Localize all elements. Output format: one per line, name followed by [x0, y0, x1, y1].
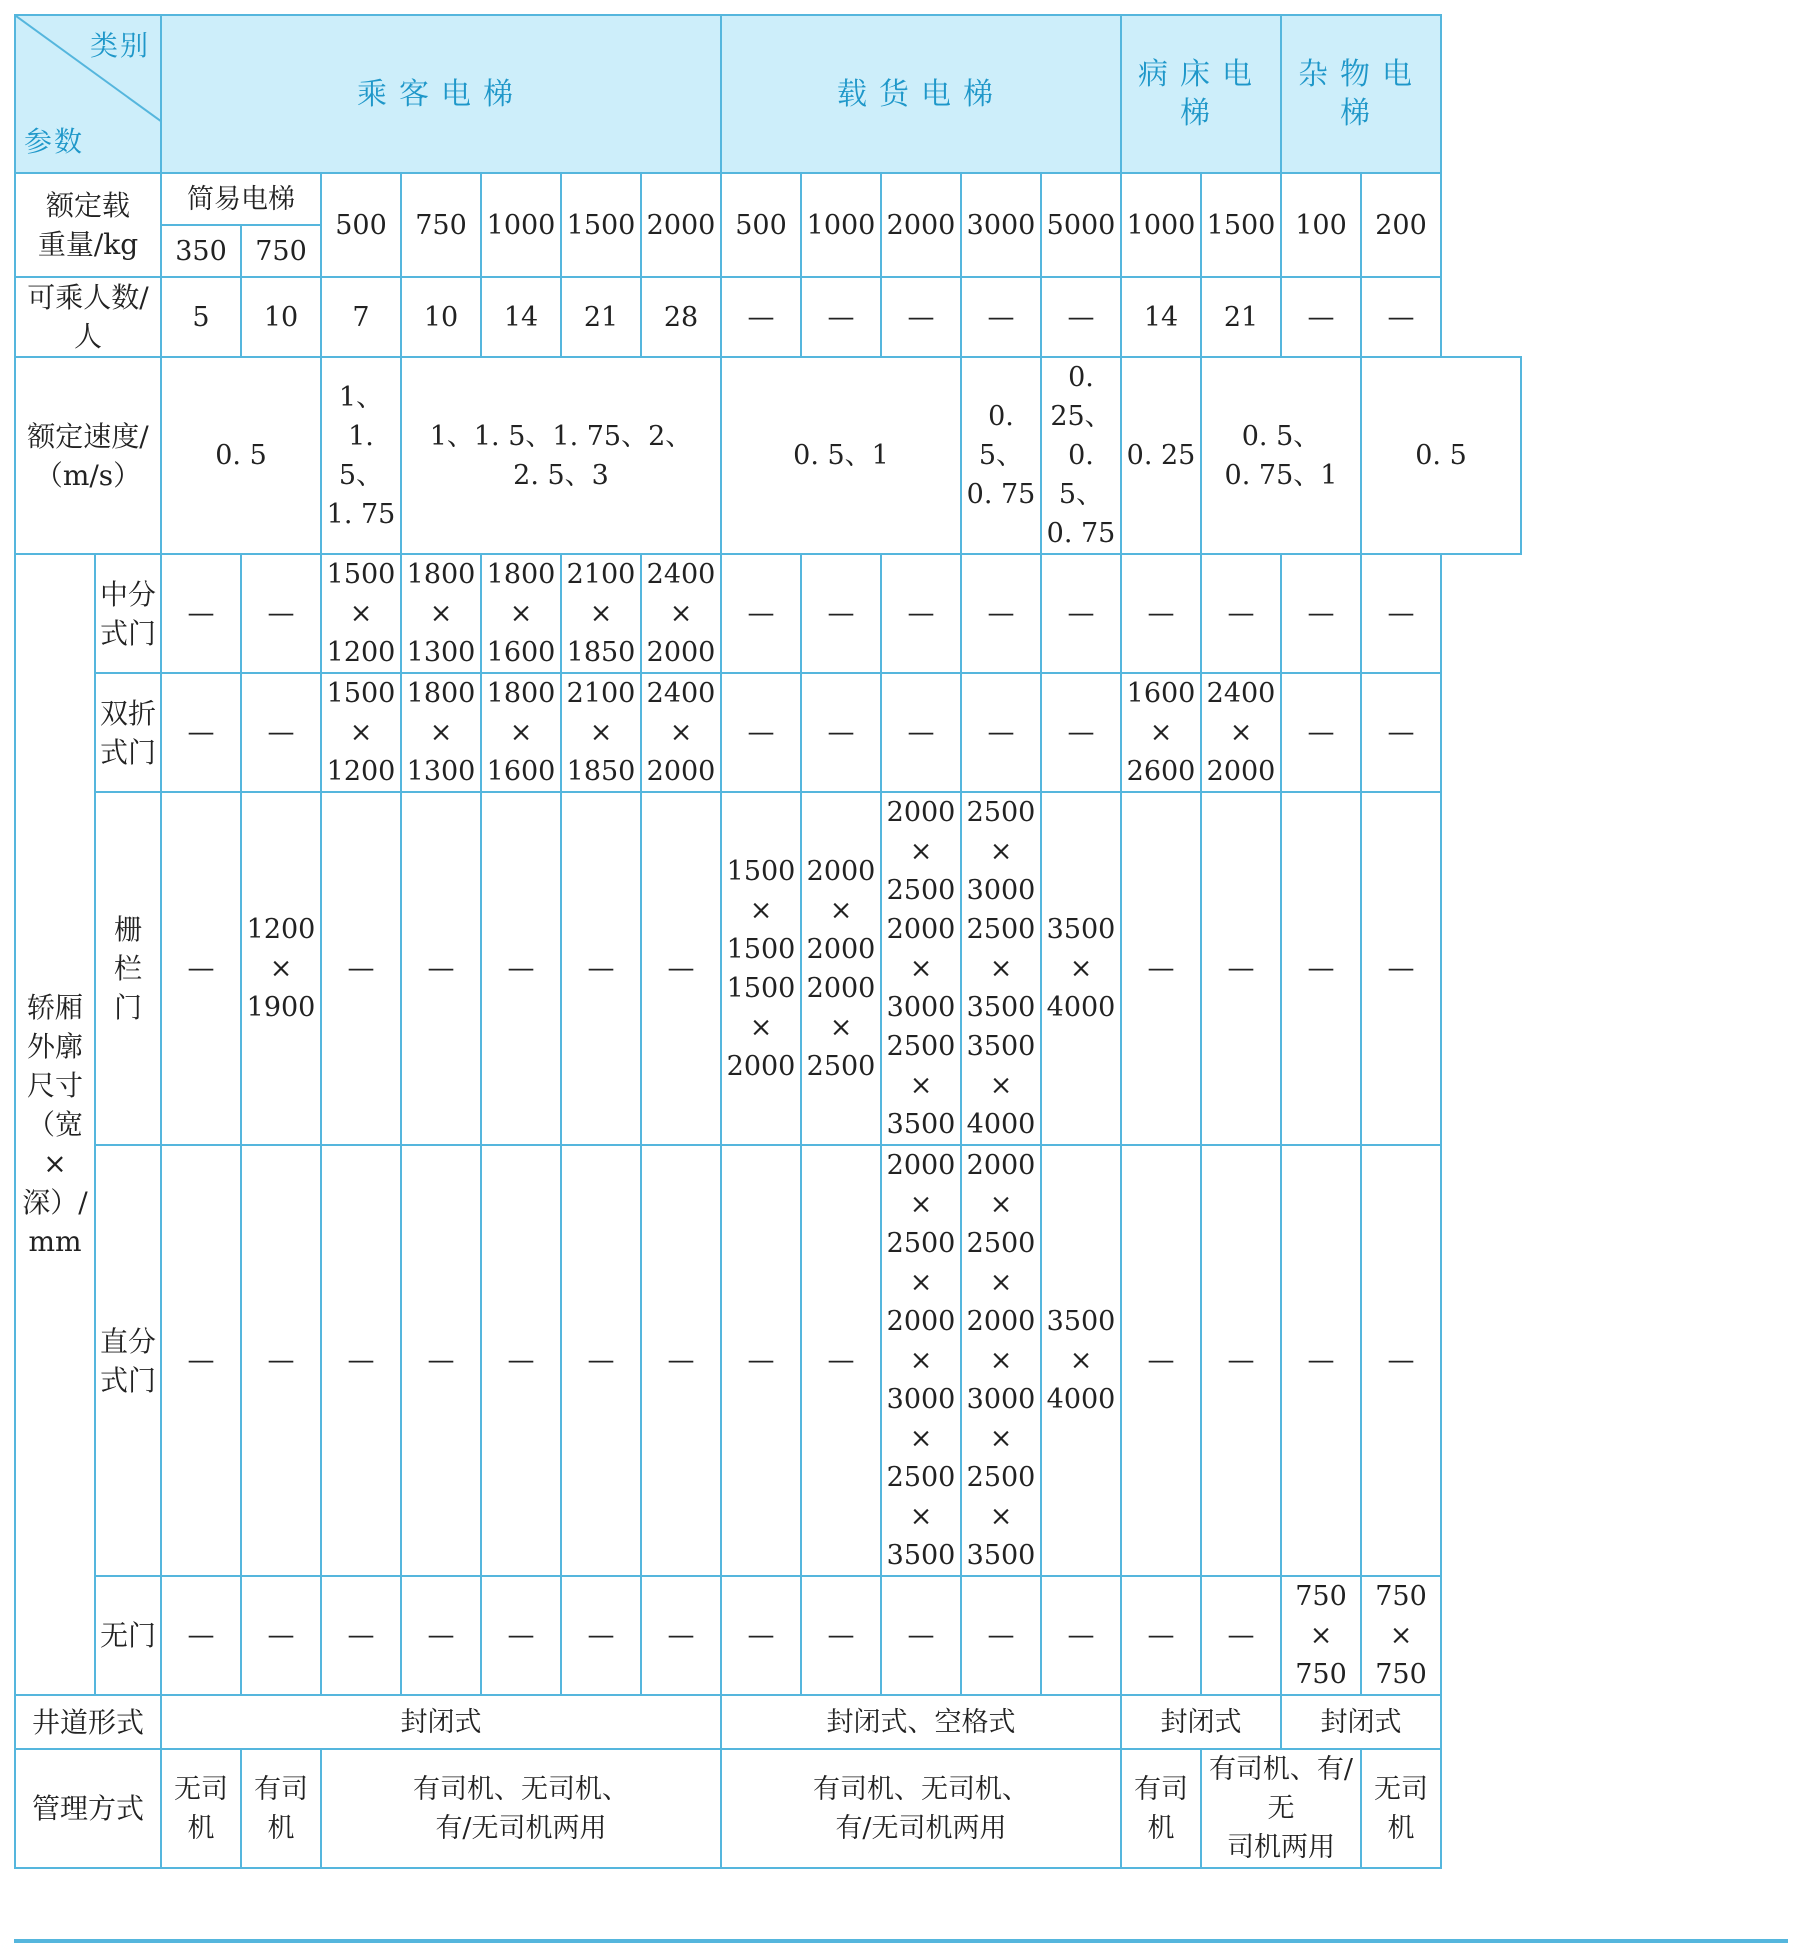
size-cell: —	[161, 792, 241, 1145]
size-cell: —	[721, 673, 801, 792]
door-type-label: 栅 栏 门	[95, 792, 161, 1145]
size-cell: 2100 × 1850	[561, 673, 641, 792]
size-cell: —	[1361, 554, 1441, 673]
speed-cell: 0. 25、 0. 5、 0. 75	[1041, 357, 1121, 554]
size-cell: —	[881, 1576, 961, 1695]
size-cell: —	[721, 554, 801, 673]
persons-cell: —	[721, 277, 801, 357]
size-cell: 1800 × 1300	[401, 554, 481, 673]
speed-cell: 1、1. 5、1. 75、2、 2. 5、3	[401, 357, 721, 554]
speed-label: 额定速度/ （m/s）	[15, 357, 161, 554]
size-cell: 3500 × 4000	[1041, 792, 1121, 1145]
speed-cell: 0. 25	[1121, 357, 1201, 554]
corner-cell	[15, 15, 161, 173]
size-cell: —	[161, 554, 241, 673]
size-cell: —	[561, 1576, 641, 1695]
size-cell: —	[321, 1145, 401, 1576]
persons-cell: —	[1361, 277, 1441, 357]
size-cell: —	[1041, 673, 1121, 792]
size-cell: —	[241, 673, 321, 792]
shaft-cell: 封闭式	[1121, 1695, 1281, 1749]
load-cell: 100	[1281, 173, 1361, 277]
size-cell: —	[961, 554, 1041, 673]
corner-bottom-label: 参数	[24, 125, 85, 158]
category-freight: 载货电梯	[721, 15, 1121, 173]
corner-top-label: 类别	[89, 29, 150, 62]
persons-cell: 10	[241, 277, 321, 357]
car-size-row-twofold	[15, 673, 1601, 792]
persons-cell: 14	[1121, 277, 1201, 357]
size-cell: 1500 × 1200	[321, 673, 401, 792]
shaft-cell: 封闭式	[161, 1695, 721, 1749]
persons-cell: 28	[641, 277, 721, 357]
door-type-label: 无门	[95, 1576, 161, 1695]
load-cell: 200	[1361, 173, 1441, 277]
size-cell: 750 × 750	[1361, 1576, 1441, 1695]
size-cell: —	[401, 1145, 481, 1576]
car-size-row-center	[15, 554, 1601, 673]
load-cell: 750	[401, 173, 481, 277]
simple-elevator-label: 简易电梯	[161, 173, 321, 225]
persons-cell: —	[1281, 277, 1361, 357]
size-cell: 2400 × 2000	[641, 673, 721, 792]
size-cell: 2000 × 2500 × 2000 × 3000 × 2500 × 3500	[881, 1145, 961, 1576]
management-cell: 有司机、无司机、 有/无司机两用	[721, 1749, 1121, 1868]
door-type-label: 直分 式门	[95, 1145, 161, 1576]
persons-cell: 21	[1201, 277, 1281, 357]
size-cell: 750 × 750	[1281, 1576, 1361, 1695]
load-cell: 500	[721, 173, 801, 277]
car-size-row-nodoor	[15, 1576, 1601, 1695]
door-type-label: 双折 式门	[95, 673, 161, 792]
size-cell: —	[961, 673, 1041, 792]
load-row-1	[15, 173, 1601, 225]
persons-cell: 5	[161, 277, 241, 357]
size-cell: —	[801, 1576, 881, 1695]
persons-cell: 10	[401, 277, 481, 357]
speed-cell: 0. 5、1	[721, 357, 961, 554]
size-cell: —	[1361, 673, 1441, 792]
load-cell: 2000	[881, 173, 961, 277]
size-cell: —	[1041, 1576, 1121, 1695]
size-cell: 2100 × 1850	[561, 554, 641, 673]
size-cell: —	[1201, 1576, 1281, 1695]
management-cell: 有司机、无司机、 有/无司机两用	[321, 1749, 721, 1868]
size-cell: —	[481, 1576, 561, 1695]
load-cell: 5000	[1041, 173, 1121, 277]
load-cell: 3000	[961, 173, 1041, 277]
size-cell: —	[1121, 792, 1201, 1145]
elevator-parameter-table	[14, 14, 1602, 1869]
size-cell: —	[1121, 1145, 1201, 1576]
size-cell: —	[1121, 554, 1201, 673]
size-cell: —	[1201, 792, 1281, 1145]
category-passenger: 乘客电梯	[161, 15, 721, 173]
size-cell: —	[161, 673, 241, 792]
size-cell: 1600 × 2600	[1121, 673, 1201, 792]
size-cell: —	[1121, 1576, 1201, 1695]
size-cell: —	[1201, 554, 1281, 673]
category-dumbwaiter: 杂物电梯	[1281, 15, 1441, 173]
size-cell: —	[641, 1576, 721, 1695]
load-cell: 1000	[481, 173, 561, 277]
size-cell: —	[1281, 792, 1361, 1145]
size-cell: 2000 × 2500 × 2000 × 3000 × 2500 × 3500	[961, 1145, 1041, 1576]
simple-load-cell: 750	[241, 225, 321, 277]
size-cell: 1800 × 1300	[401, 673, 481, 792]
management-cell: 有司 机	[1121, 1749, 1201, 1868]
shaft-cell: 封闭式	[1281, 1695, 1441, 1749]
management-row	[15, 1749, 1601, 1868]
speed-cell: 1、 1. 5、 1. 75	[321, 357, 401, 554]
size-cell: 2400 × 2000	[641, 554, 721, 673]
speed-cell: 0. 5	[161, 357, 321, 554]
size-cell: —	[481, 1145, 561, 1576]
size-cell: —	[561, 792, 641, 1145]
shaft-cell: 封闭式、空格式	[721, 1695, 1121, 1749]
size-cell: 1200 × 1900	[241, 792, 321, 1145]
size-cell: —	[1281, 554, 1361, 673]
size-cell: —	[881, 673, 961, 792]
persons-row	[15, 277, 1601, 357]
door-type-label: 中分 式门	[95, 554, 161, 673]
size-cell: —	[1201, 1145, 1281, 1576]
size-cell: —	[241, 1145, 321, 1576]
size-cell: —	[641, 1145, 721, 1576]
size-cell: 1800 × 1600	[481, 554, 561, 673]
size-cell: —	[1041, 554, 1121, 673]
size-cell: —	[721, 1576, 801, 1695]
size-cell: 2500 × 3000 2500 × 3500 3500 × 4000	[961, 792, 1041, 1145]
size-cell: —	[641, 792, 721, 1145]
car-size-label: 轿厢 外廓 尺寸 （宽× 深）/ mm	[15, 554, 95, 1695]
shaft-row	[15, 1695, 1601, 1749]
size-cell: 2000 × 2500 2000 × 3000 2500 × 3500	[881, 792, 961, 1145]
size-cell: —	[1281, 673, 1361, 792]
persons-label: 可乘人数/人	[15, 277, 161, 357]
persons-cell: —	[801, 277, 881, 357]
persons-cell: 21	[561, 277, 641, 357]
car-size-row-straight	[15, 1145, 1601, 1576]
shaft-label: 井道形式	[15, 1695, 161, 1749]
persons-cell: 7	[321, 277, 401, 357]
size-cell: —	[1361, 792, 1441, 1145]
speed-cell: 0. 5	[1361, 357, 1521, 554]
size-cell: 1500 × 1500 1500 × 2000	[721, 792, 801, 1145]
size-cell: —	[401, 1576, 481, 1695]
persons-cell: —	[1041, 277, 1121, 357]
speed-cell: 0. 5、 0. 75	[961, 357, 1041, 554]
category-bed: 病床电梯	[1121, 15, 1281, 173]
header-row	[15, 15, 1601, 173]
load-cell: 1500	[561, 173, 641, 277]
table-wrap	[14, 14, 1602, 1869]
size-cell: 1800 × 1600	[481, 673, 561, 792]
speed-row	[15, 357, 1601, 554]
persons-cell: 14	[481, 277, 561, 357]
simple-load-cell: 350	[161, 225, 241, 277]
size-cell: —	[481, 792, 561, 1145]
management-label: 管理方式	[15, 1749, 161, 1868]
size-cell: 2400 × 2000	[1201, 673, 1281, 792]
size-cell: 2000 × 2000 2000 × 2500	[801, 792, 881, 1145]
size-cell: —	[801, 1145, 881, 1576]
speed-cell: 0. 5、 0. 75、1	[1201, 357, 1361, 554]
size-cell: —	[1361, 1145, 1441, 1576]
load-cell: 500	[321, 173, 401, 277]
load-cell: 1000	[1121, 173, 1201, 277]
persons-cell: —	[881, 277, 961, 357]
size-cell: —	[721, 1145, 801, 1576]
load-label: 额定载 重量/kg	[15, 173, 161, 277]
size-cell: —	[801, 554, 881, 673]
size-cell: —	[961, 1576, 1041, 1695]
load-cell: 1500	[1201, 173, 1281, 277]
load-cell: 1000	[801, 173, 881, 277]
size-cell: —	[401, 792, 481, 1145]
size-cell: —	[561, 1145, 641, 1576]
size-cell: 3500 × 4000	[1041, 1145, 1121, 1576]
management-cell: 有司 机	[241, 1749, 321, 1868]
size-cell: —	[801, 673, 881, 792]
size-cell: —	[161, 1576, 241, 1695]
car-size-row-gate	[15, 792, 1601, 1145]
management-cell: 有司机、有/无 司机两用	[1201, 1749, 1361, 1868]
size-cell: —	[241, 554, 321, 673]
size-cell: —	[1281, 1145, 1361, 1576]
size-cell: 1500 × 1200	[321, 554, 401, 673]
size-cell: —	[241, 1576, 321, 1695]
size-cell: —	[321, 1576, 401, 1695]
management-cell: 无司 机	[1361, 1749, 1441, 1868]
size-cell: —	[161, 1145, 241, 1576]
persons-cell: —	[961, 277, 1041, 357]
bottom-rule	[14, 1939, 1788, 1943]
size-cell: —	[321, 792, 401, 1145]
load-cell: 2000	[641, 173, 721, 277]
management-cell: 无司 机	[161, 1749, 241, 1868]
size-cell: —	[881, 554, 961, 673]
